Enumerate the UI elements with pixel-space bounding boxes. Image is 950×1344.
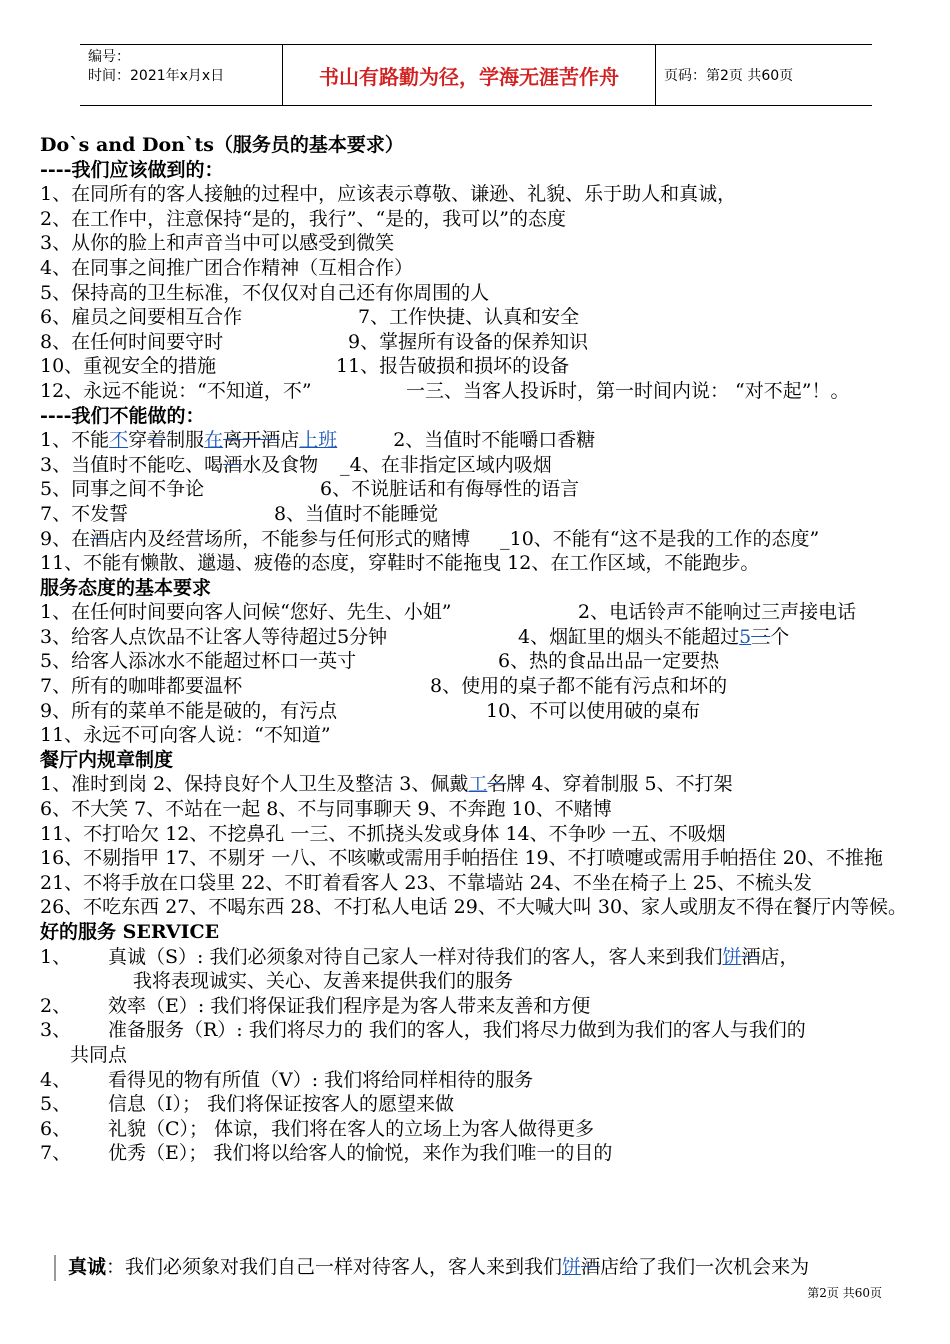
- dont-item-row: [40, 527, 932, 552]
- dont-item: 11、不能有懒散、邋遢、疲倦的态度，穿鞋时不能拖曳 12、在工作区域，不能跑步。: [40, 552, 760, 575]
- dont-item: 7、不发誓: [40, 502, 129, 525]
- do-item: 4、在同事之间推广团合作精神（互相合作）: [40, 256, 414, 279]
- revision-delete: 酒: [581, 1256, 601, 1278]
- revision-insert: 饼: [722, 945, 742, 968]
- revision-delete: 酒: [741, 945, 761, 968]
- attitude-item-text: 个: [770, 625, 790, 648]
- header-meta: [80, 45, 282, 105]
- service-item-number: 3、: [40, 1019, 72, 1042]
- dont-item: 5、同事之间不争论: [40, 478, 205, 501]
- do-item: 一三、当客人投诉时，第一时间内说： “对不起”！。: [406, 379, 850, 402]
- rules-heading: 餐厅内规章制度: [40, 748, 174, 771]
- header-date: 时间：2021年x月x日: [88, 68, 225, 84]
- dont-item-text: 水及食物: [242, 453, 319, 476]
- rules-item: 6、不大笑 7、不站在一起 8、不与同事聊天 9、不奔跑 10、不赌博: [40, 798, 612, 821]
- revision-insert: 上班: [299, 429, 338, 452]
- attitude-item: 2、电话铃声不能响过三声接电话: [578, 601, 857, 624]
- service-item-row: [40, 1018, 932, 1043]
- do-item: 11、报告破损和损坏的设备: [336, 355, 570, 378]
- attitude-item: 8、使用的桌子都不能有污点和坏的: [430, 675, 728, 698]
- dont-item: 6、不说脏话和有侮辱性的语言: [320, 478, 580, 501]
- dont-item-text: 店: [280, 429, 300, 452]
- sincerity-label: 真诚: [68, 1256, 107, 1278]
- revision-delete: 酒: [223, 453, 243, 476]
- service-item-text: 信息（I）； 我们将保证按客人的愿望来做: [108, 1093, 455, 1116]
- revision-delete: 三: [751, 625, 771, 648]
- service-heading: 好的服务 SERVICE: [40, 921, 220, 943]
- dont-item: 8、当值时不能睡觉: [274, 502, 439, 525]
- attitude-item-text: 4、烟缸里的烟头不能超过: [518, 625, 740, 648]
- service-item-row: [40, 1068, 932, 1093]
- do-item: 9、掌握所有设备的保养知识: [348, 330, 589, 353]
- service-item-row: [40, 1141, 932, 1166]
- service-item-row: [40, 994, 932, 1019]
- revision-delete: 着: [147, 429, 167, 452]
- sincerity-paragraph: [68, 1254, 932, 1280]
- service-item-text: 效率（E）: 我们将保证我们程序是为客人带来友善和方便: [108, 994, 591, 1017]
- do-item: 2、在工作中，注意保持“是的，我行”、“是的，我可以”的态度: [40, 207, 566, 230]
- do-item-row: [40, 354, 932, 379]
- attitude-item: 3、给客人点饮品不让客人等待超过5分钟: [40, 625, 388, 648]
- revision-delete: 离开酒: [223, 429, 281, 452]
- rules-item-row: [40, 772, 932, 797]
- do-item-row: [40, 305, 932, 330]
- service-item-number: 7、: [40, 1142, 72, 1165]
- attitude-item: 9、所有的菜单不能是破的，有污点: [40, 699, 338, 722]
- do-item: 12、永远不能说：“不知道，不”: [40, 379, 312, 402]
- dont-item-row: [40, 453, 932, 478]
- do-item: 8、在任何时间要守时: [40, 330, 224, 353]
- dont-item-row: [40, 502, 932, 527]
- change-bar: [54, 1255, 56, 1281]
- service-item-text: 真诚（S）: 我们必须象对待自己家人一样对待我们的客人，客人来到我们: [108, 945, 723, 968]
- dont-item-text: 1、不能: [40, 429, 110, 452]
- do-item: 7、工作快捷、认真和安全: [358, 306, 580, 329]
- sincerity-text: 店给了我们一次机会来为: [600, 1256, 810, 1278]
- rules-item: 26、不吃东西 27、不喝东西 28、不打私人电话 29、不大喊大叫 30、家人或朋友不得在餐厅内等候。: [40, 896, 908, 919]
- document-title: Do`s and Don`ts（服务员的基本要求）: [40, 134, 404, 156]
- service-item-text: 礼貌（C）； 体谅，我们将在客人的立场上为客人做得更多: [108, 1117, 595, 1140]
- attitude-item-row: [40, 674, 932, 699]
- attitude-item: 10、不可以使用破的桌布: [486, 699, 701, 722]
- attitude-item-row: [40, 625, 932, 650]
- header-number: 编号：: [88, 49, 130, 65]
- service-item-number: 1、: [40, 945, 72, 968]
- sincerity-text: ：我们必须象对我们自己一样对待客人，客人来到我们: [106, 1256, 563, 1278]
- service-item-continuation: 共同点: [70, 1043, 128, 1066]
- service-item-number: 4、: [40, 1068, 72, 1091]
- do-item: 1、在同所有的客人接触的过程中，应该表示尊敬、谦逊、礼貌、乐于助人和真诚，: [40, 183, 737, 206]
- attitude-item: 1、在任何时间要向客人问候“您好、先生、小姐”: [40, 601, 452, 624]
- revision-delete: 酒: [90, 527, 110, 550]
- header-page-number: 页码：第2页 共60页: [664, 68, 794, 84]
- attitude-item: 5、给客人添冰水不能超过杯口一英寸: [40, 650, 357, 673]
- dont-item-row: [40, 477, 932, 502]
- service-item-text: 准备服务（R）: 我们将尽力的 我们的客人，我们将尽力做到为我们的客人与我们的: [108, 1019, 806, 1042]
- dont-item-text: 穿: [128, 429, 148, 452]
- document-header: [80, 44, 872, 106]
- do-item-row: [40, 330, 932, 355]
- service-item-number: 2、: [40, 994, 72, 1017]
- revision-delete: 名: [487, 773, 507, 796]
- service-item-text: 优秀（E）； 我们将以给客人的愉悦，来作为我们唯一的目的: [108, 1142, 613, 1165]
- service-item-text: 看得见的物有所值（V）: 我们将给同样相待的服务: [108, 1068, 534, 1091]
- dont-item-text: 制服: [166, 429, 205, 452]
- dont-item: _10、不能有“这不是我的工作的态度”: [500, 527, 820, 550]
- do-item-row: [40, 379, 932, 404]
- service-item-row: [40, 1092, 932, 1117]
- document-body: [40, 133, 932, 1166]
- rules-item-text: 1、准时到岗 2、保持良好个人卫生及整洁 3、佩戴: [40, 773, 469, 796]
- service-item-row: [40, 945, 932, 970]
- attitude-item-row: [40, 649, 932, 674]
- header-motto: 书山有路勤为径，学海无涯苦作舟: [282, 45, 656, 105]
- attitude-heading: 服务态度的基本要求: [40, 576, 212, 599]
- rules-item: 16、不剔指甲 17、不剔牙 一八、不咳嗽或需用手帕捂住 19、不打喷嚏或需用手帕捂住 20、不推拖: [40, 847, 883, 870]
- do-item: 6、雇员之间要相互合作: [40, 306, 243, 329]
- service-item-text: 店，: [760, 945, 799, 968]
- do-heading: ----我们应该做到的：: [40, 158, 224, 181]
- service-item-row: [40, 1117, 932, 1142]
- revision-insert: 饼: [562, 1256, 582, 1278]
- service-item-number: 5、: [40, 1093, 72, 1116]
- do-item: 5、保持高的卫生标准，不仅仅对自己还有你周围的人: [40, 281, 490, 304]
- dont-item: 2、当值时不能嚼口香糖: [393, 429, 596, 452]
- attitude-item-row: [40, 699, 932, 724]
- dont-item-row: [40, 428, 932, 453]
- revision-insert: 5: [739, 625, 752, 648]
- rules-item: 21、不将手放在口袋里 22、不盯着看客人 23、不靠墙站 24、不坐在椅子上 25、不梳头发: [40, 871, 813, 894]
- attitude-item: 11、永远不可向客人说：“不知道”: [40, 724, 331, 747]
- rules-item: 11、不打哈欠 12、不挖鼻孔 一三、不抓挠头发或身体 14、不争吵 一五、不吸烟: [40, 822, 726, 845]
- dont-heading: ----我们不能做的：: [40, 404, 205, 427]
- service-item-continuation: 我将表现诚实、关心、友善来提供我们的服务: [133, 970, 514, 993]
- rules-item-text: 牌 4、穿着制服 5、不打架: [506, 773, 733, 796]
- dont-item: _4、在非指定区域内吸烟: [340, 453, 552, 476]
- dont-item-text: 9、在: [40, 527, 91, 550]
- dont-item-text: 店内及经营场所，不能参与任何形式的赌博: [109, 527, 471, 550]
- do-item: 3、从你的脸上和声音当中可以感受到微笑: [40, 232, 395, 255]
- attitude-item-row: [40, 600, 932, 625]
- revision-insert: 在: [204, 429, 224, 452]
- service-item-number: 6、: [40, 1117, 72, 1140]
- revision-insert: 不: [109, 429, 129, 452]
- revision-insert: 工: [468, 773, 488, 796]
- attitude-item: 7、所有的咖啡都要温杯: [40, 675, 243, 698]
- do-item: 10、重视安全的措施: [40, 355, 217, 378]
- attitude-item: 6、热的食品出品一定要热: [498, 650, 720, 673]
- footer-page-number: 第2页 共60页: [807, 1286, 882, 1300]
- dont-item-text: 3、当值时不能吃、喝: [40, 453, 224, 476]
